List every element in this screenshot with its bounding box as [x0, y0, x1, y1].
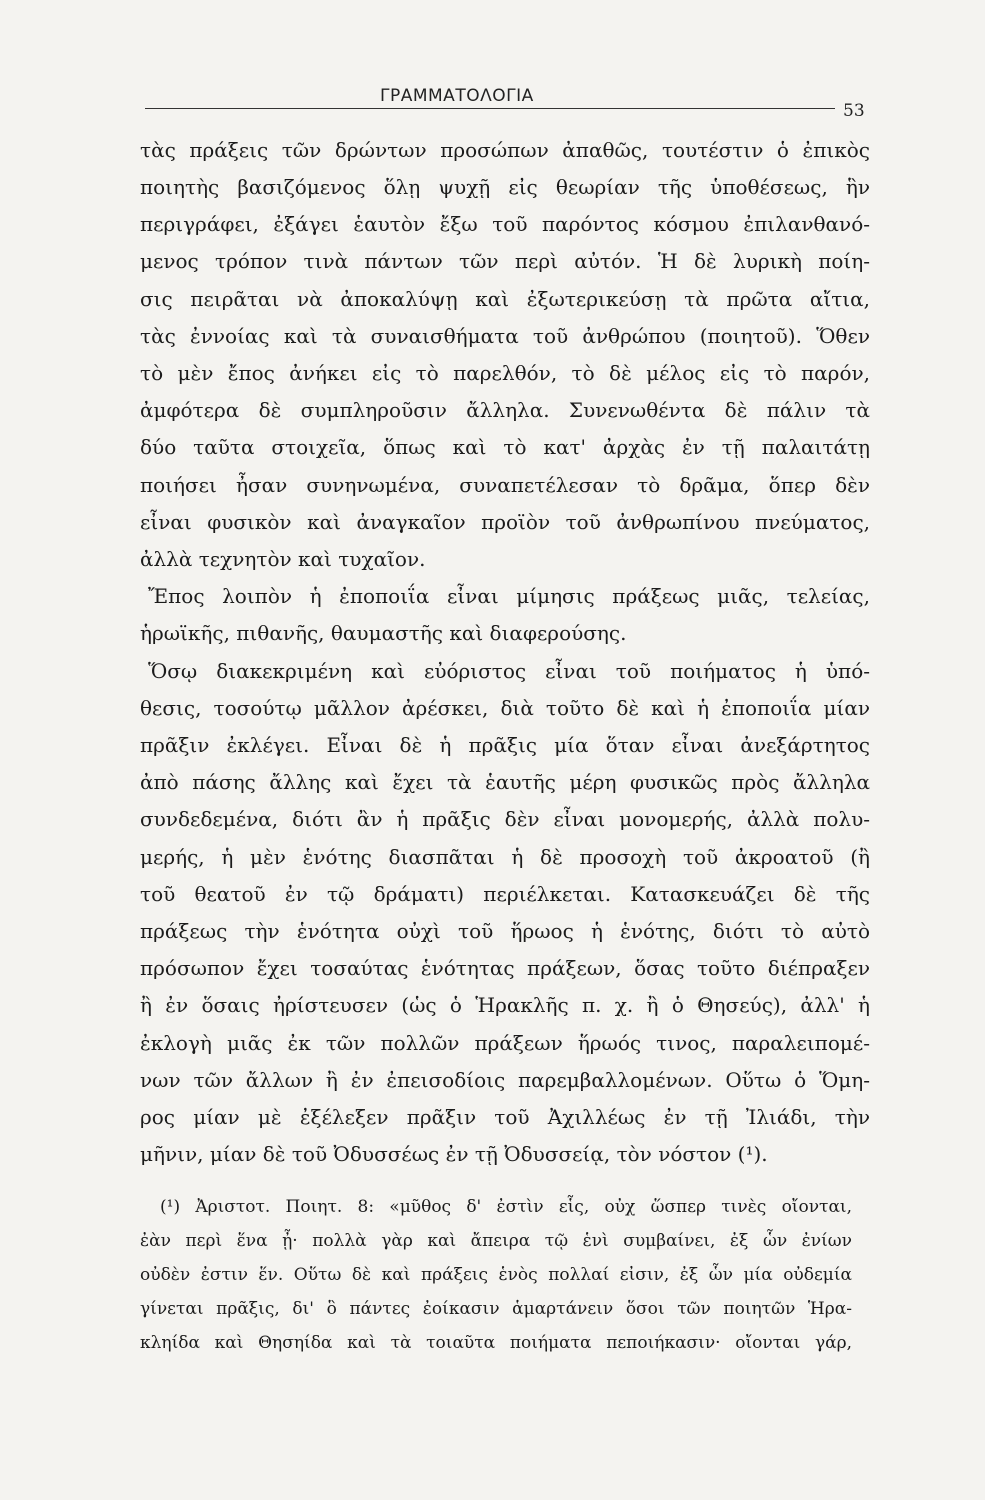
footnote-line: οὐδὲν ἐστιν ἕν. Οὕτω δὲ καὶ πράξεις ἑνὸς πολλαί εἰσιν, ἐξ ὧν μία οὐδεμία	[140, 1265, 852, 1285]
body-line: περιγράφει, ἐξάγει ἑαυτὸν ἔξω τοῦ παρόντος κόσμου ἐπιλανθανό-	[140, 212, 870, 236]
body-line: Ὅσῳ διακεκριμένη καὶ εὐόριστος εἶναι τοῦ ποιήματος ἡ ὑπό-	[148, 659, 870, 683]
body-line: ρος μίαν μὲ ἐξέλεξεν πρᾶξιν τοῦ Ἀχιλλέως ἐν τῇ Ἰλιάδι, τὴν	[140, 1105, 870, 1129]
body-line: Ἔπος λοιπὸν ἡ ἐποποιΐα εἶναι μίμησις πράξεως μιᾶς, τελείας,	[148, 584, 870, 608]
body-line: ἀπὸ πάσης ἄλλης καὶ ἔχει τὰ ἑαυτῆς μέρη φυσικῶς πρὸς ἄλληλα	[140, 770, 870, 794]
body-line: πρόσωπον ἔχει τοσαύτας ἑνότητας πράξεων, ὅσας τοῦτο διέπραξεν	[140, 956, 870, 980]
footnote-line: ἐὰν περὶ ἕνα ᾖ· πολλὰ γὰρ καὶ ἄπειρα τῷ ἑνὶ συμβαίνει, ἐξ ὧν ἐνίων	[140, 1231, 852, 1251]
header-rule	[145, 108, 835, 109]
body-line: πράξεως τὴν ἑνότητα οὐχὶ τοῦ ἥρωος ἡ ἑνότης, διότι τὸ αὐτὸ	[140, 919, 870, 943]
body-line: τὸ μὲν ἔπος ἀνήκει εἰς τὸ παρελθόν, τὸ δὲ μέλος εἰς τὸ παρόν,	[140, 361, 870, 385]
body-line: ἢ ἐν ὅσαις ἠρίστευσεν (ὡς ὁ Ἡρακλῆς π. χ. ἢ ὁ Θησεύς), ἀλλ' ἡ	[140, 993, 870, 1017]
footnote-line: γίνεται πρᾶξις, δι' ὃ πάντες ἐοίκασιν ἁμαρτάνειν ὅσοι τῶν ποιητῶν Ἡρα-	[140, 1299, 852, 1319]
body-line: τοῦ θεατοῦ ἐν τῷ δράματι) περιέλκεται. Κατασκευάζει δὲ τῆς	[140, 882, 870, 906]
body-line: πρᾶξιν ἐκλέγει. Εἶναι δὲ ἡ πρᾶξις μία ὅταν εἶναι ἀνεξάρτητος	[140, 733, 870, 757]
body-line: τὰς πράξεις τῶν δρώντων προσώπων ἀπαθῶς, τουτέστιν ὁ ἐπικὸς	[140, 138, 870, 162]
body-line: τὰς ἐννοίας καὶ τὰ συναισθήματα τοῦ ἀνθρώπου (ποιητοῦ). Ὅθεν	[140, 324, 870, 348]
body-line: ποιήσει ἦσαν συνηνωμένα, συναπετέλεσαν τὸ δρᾶμα, ὅπερ δὲν	[140, 473, 870, 497]
body-line: ποιητὴς βασιζόμενος ὅλῃ ψυχῇ εἰς θεωρίαν τῆς ὑποθέσεως, ἣν	[140, 175, 870, 199]
body-line: ἡρωϊκῆς, πιθανῆς, θαυμαστῆς καὶ διαφερούσης.	[140, 621, 627, 645]
footnote-line: κληίδα καὶ Θησηίδα καὶ τὰ τοιαῦτα ποιήματα πεποιήκασιν· οἴονται γάρ,	[140, 1333, 852, 1353]
body-line: δύο ταῦτα στοιχεῖα, ὅπως καὶ τὸ κατ' ἀρχὰς ἐν τῇ παλαιτάτῃ	[140, 435, 870, 459]
body-line: συνδεδεμένα, διότι ἂν ἡ πρᾶξις δὲν εἶναι μονομερής, ἀλλὰ πολυ-	[140, 807, 870, 831]
body-line: ἐκλογὴ μιᾶς ἐκ τῶν πολλῶν πράξεων ἥρωός τινος, παραλειπομέ-	[140, 1031, 870, 1055]
body-line: θεσις, τοσούτῳ μᾶλλον ἀρέσκει, διὰ τοῦτο δὲ καὶ ἡ ἐποποιΐα μίαν	[140, 696, 870, 720]
body-line: εἶναι φυσικὸν καὶ ἀναγκαῖον προϊὸν τοῦ ἀνθρωπίνου πνεύματος,	[140, 510, 870, 534]
body-line: σις πειρᾶται νὰ ἀποκαλύψῃ καὶ ἐξωτερικεύσῃ τὰ πρῶτα αἴτια,	[140, 287, 870, 311]
page-number: 53	[843, 101, 865, 121]
running-title: ΓΡΑΜΜΑΤΟΛΟΓΙΑ	[380, 86, 534, 106]
body-line: ἀμφότερα δὲ συμπληροῦσιν ἄλληλα. Συνενωθέντα δὲ πάλιν τὰ	[140, 398, 870, 422]
body-line: μερής, ἡ μὲν ἑνότης διασπᾶται ἡ δὲ προσοχὴ τοῦ ἀκροατοῦ (ἢ	[140, 845, 870, 869]
body-line: ἀλλὰ τεχνητὸν καὶ τυχαῖον.	[140, 547, 426, 571]
footnote-line: (¹) Ἀριστοτ. Ποιητ. 8: «μῦθος δ' ἐστὶν εἷς, οὐχ ὥσπερ τινὲς οἴονται,	[160, 1197, 852, 1217]
body-line: μῆνιν, μίαν δὲ τοῦ Ὀδυσσέως ἐν τῇ Ὀδυσσείᾳ, τὸν νόστον (¹).	[140, 1142, 768, 1166]
body-line: μενος τρόπον τινὰ πάντων τῶν περὶ αὐτόν. Ἡ δὲ λυρικὴ ποίη-	[140, 249, 870, 273]
body-line: νων τῶν ἄλλων ἢ ἐν ἐπεισοδίοις παρεμβαλλομένων. Οὕτω ὁ Ὅμη-	[140, 1068, 870, 1092]
